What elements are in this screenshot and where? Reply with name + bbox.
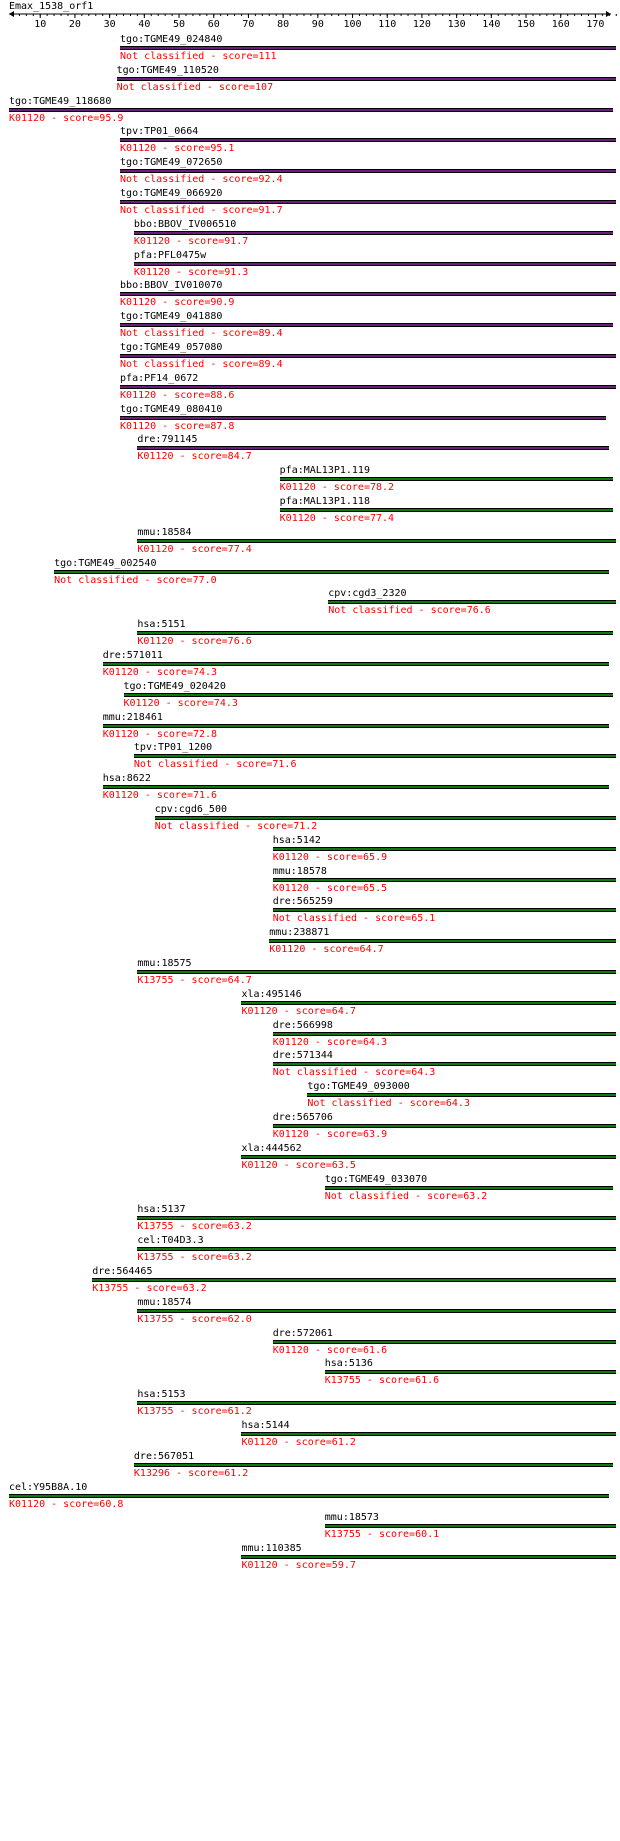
hit-name-link[interactable]: cel:T04D3.3 — [137, 1235, 204, 1247]
hit-row[interactable] — [0, 1512, 620, 1543]
hit-row[interactable] — [0, 588, 620, 619]
hit-score-label: K13755 - score=62.0 — [137, 1313, 252, 1325]
hit-name-link[interactable]: mmu:18575 — [137, 958, 192, 969]
hit-score-label: K01120 - score=60.8 — [9, 1498, 124, 1510]
hit-score-label: K01120 - score=63.5 — [241, 1159, 356, 1171]
hit-name-link[interactable]: hsa:5153 — [137, 1389, 186, 1401]
hit-row[interactable] — [0, 404, 620, 435]
hit-alignment-bar[interactable] — [120, 169, 616, 173]
hit-name-link[interactable]: dre:567051 — [133, 1450, 195, 1462]
hit-score-label: K13755 - score=63.2 — [92, 1283, 207, 1294]
hit-score-label: K13755 - score=63.2 — [137, 1221, 252, 1233]
hit-row[interactable] — [0, 1328, 620, 1359]
hit-name-link[interactable]: dre:565706 — [272, 1112, 333, 1123]
hit-name-link[interactable]: dre:791145 — [137, 434, 198, 446]
hit-alignment-bar[interactable] — [134, 754, 616, 758]
hit-score-label: K01120 - score=91.7 — [133, 235, 249, 247]
hit-row[interactable] — [0, 1482, 620, 1513]
hit-alignment-bar[interactable] — [325, 1186, 613, 1190]
hit-score-label: K01120 - score=65.5 — [272, 882, 388, 894]
hit-alignment-bar[interactable] — [328, 600, 616, 604]
ruler-tick-label: 20 — [68, 19, 81, 30]
hit-row[interactable] — [0, 126, 620, 157]
ruler-tick-label: 60 — [207, 19, 220, 30]
hit-name-link[interactable]: tgo:TGME49_041880 — [120, 311, 223, 323]
hit-name-link[interactable]: tgo:TGME49_033070 — [324, 1173, 428, 1185]
hit-alignment-bar[interactable] — [137, 1216, 616, 1220]
hit-row[interactable] — [0, 250, 620, 281]
ruler-tick-label: 110 — [378, 19, 397, 30]
hit-alignment-bar[interactable] — [9, 108, 613, 112]
ruler-tick-label: 70 — [242, 19, 255, 30]
hit-row[interactable] — [0, 804, 620, 835]
hit-row[interactable] — [0, 1235, 620, 1266]
hit-alignment-bar[interactable] — [155, 816, 616, 820]
hit-name-link[interactable]: xla:444562 — [241, 1142, 302, 1154]
hit-alignment-bar[interactable] — [120, 292, 616, 296]
hit-name-link[interactable]: tgo:TGME49_072650 — [120, 157, 223, 169]
hit-score-label: K01120 - score=95.9 — [9, 112, 124, 124]
hit-score-label: Not classified - score=77.0 — [54, 574, 217, 586]
hit-row[interactable] — [0, 958, 620, 989]
hit-alignment-bar[interactable] — [273, 1062, 616, 1066]
hit-name-link[interactable]: mmu:18574 — [137, 1296, 192, 1308]
hit-alignment-bar[interactable] — [137, 1309, 616, 1313]
hit-row[interactable] — [0, 558, 620, 589]
hit-score-label: K13296 - score=61.2 — [133, 1467, 249, 1479]
hit-name-link[interactable]: hsa:5142 — [272, 834, 321, 846]
hit-score-label: K13755 - score=61.6 — [324, 1375, 440, 1387]
hit-score-label: K13755 - score=64.7 — [137, 975, 252, 986]
hit-name-link[interactable]: dre:572061 — [272, 1327, 333, 1339]
hit-score-label: K01120 - score=91.3 — [133, 266, 249, 278]
hit-row[interactable] — [0, 619, 620, 650]
hit-name-link[interactable]: tgo:TGME49_080410 — [120, 403, 223, 415]
hit-row[interactable] — [0, 496, 620, 527]
ruler-tick-label: 120 — [412, 19, 431, 30]
hit-score-label: Not classified - score=71.6 — [133, 759, 297, 771]
hit-score-label: Not classified - score=64.3 — [272, 1067, 436, 1079]
hit-row[interactable] — [0, 1020, 620, 1051]
hit-alignment-bar[interactable] — [120, 385, 616, 389]
hit-score-label: K13755 - score=60.1 — [324, 1529, 440, 1541]
ruler-tick-label: 30 — [103, 19, 116, 30]
ruler-tick-label: 140 — [482, 19, 501, 30]
hit-name-link[interactable]: tgo:TGME49_118680 — [9, 95, 112, 107]
hit-row[interactable] — [0, 1204, 620, 1235]
hit-row[interactable] — [0, 65, 620, 96]
hit-alignment-bar[interactable] — [241, 1155, 616, 1159]
hit-name-link[interactable]: hsa:5144 — [241, 1420, 290, 1431]
hit-name-link[interactable]: hsa:5137 — [137, 1204, 186, 1216]
hit-name-link[interactable]: pfa:MAL13P1.119 — [279, 465, 370, 477]
hit-row[interactable] — [0, 96, 620, 127]
hit-alignment-bar[interactable] — [325, 1524, 616, 1528]
hit-alignment-bar[interactable] — [325, 1370, 616, 1374]
hit-name-link[interactable]: pfa:PF14_0672 — [120, 372, 199, 384]
hit-row[interactable] — [0, 927, 620, 958]
ruler-tick-label: 100 — [343, 19, 362, 30]
hit-alignment-bar[interactable] — [120, 323, 613, 327]
hit-row[interactable] — [0, 280, 620, 311]
hit-score-label: K13755 - score=61.2 — [137, 1406, 252, 1418]
hit-score-label: K01120 - score=78.2 — [279, 482, 395, 494]
hit-alignment-bar[interactable] — [273, 847, 616, 851]
hit-name-link[interactable]: dre:566998 — [272, 1019, 333, 1031]
hit-name-link[interactable]: dre:565259 — [272, 896, 333, 908]
hit-row[interactable] — [0, 650, 620, 681]
hit-row[interactable] — [0, 989, 620, 1020]
hit-alignment-bar[interactable] — [241, 1001, 616, 1005]
hit-name-link[interactable]: xla:495146 — [241, 988, 302, 1000]
hit-row[interactable] — [0, 1050, 620, 1081]
hit-alignment-bar[interactable] — [120, 138, 616, 142]
hit-alignment-bar[interactable] — [117, 77, 616, 81]
hit-alignment-bar[interactable] — [137, 1401, 616, 1405]
hit-alignment-bar[interactable] — [137, 631, 612, 635]
hit-name-link[interactable]: mmu:110385 — [241, 1543, 302, 1555]
hit-alignment-bar[interactable] — [103, 724, 610, 728]
hit-name-link[interactable]: dre:571344 — [272, 1050, 333, 1062]
hit-row[interactable] — [0, 1420, 620, 1451]
hit-name-link[interactable]: pfa:MAL13P1.118 — [279, 496, 370, 507]
hit-score-label: Not classified - score=107 — [116, 81, 274, 93]
hit-score-label: K13755 - score=63.2 — [137, 1252, 252, 1264]
hit-score-label: K01120 - score=76.6 — [137, 636, 252, 648]
hit-alignment-bar[interactable] — [307, 1093, 616, 1097]
hit-row[interactable] — [0, 1543, 620, 1574]
hit-score-label: Not classified - score=89.4 — [120, 359, 283, 370]
hit-score-label: Not classified - score=111 — [120, 51, 277, 62]
hit-alignment-bar[interactable] — [273, 1124, 616, 1128]
hit-score-label: Not classified - score=64.3 — [307, 1098, 470, 1110]
hit-alignment-bar[interactable] — [273, 1032, 616, 1036]
hit-alignment-bar[interactable] — [280, 508, 613, 512]
hit-score-label: K01120 - score=64.3 — [272, 1036, 388, 1048]
hit-row[interactable] — [0, 188, 620, 219]
hit-alignment-bar[interactable] — [241, 1555, 616, 1559]
ruler-left-arrow — [9, 11, 14, 17]
ruler-tick-label: 130 — [447, 19, 466, 30]
hit-name-link[interactable]: tgo:TGME49_110520 — [116, 64, 219, 76]
hit-name-link[interactable]: tgo:TGME49_020420 — [123, 680, 226, 692]
hit-score-label: Not classified - score=89.4 — [120, 328, 283, 340]
hit-name-link[interactable]: tgo:TGME49_002540 — [54, 557, 157, 569]
hit-name-link[interactable]: tgo:TGME49_066920 — [120, 188, 223, 199]
hit-name-link[interactable]: cpv:cgd6_500 — [154, 804, 227, 815]
hit-row[interactable] — [0, 157, 620, 188]
hit-score-label: K01120 - score=72.8 — [102, 728, 218, 740]
hit-alignment-bar[interactable] — [273, 908, 616, 912]
hit-score-label: Not classified - score=92.4 — [120, 174, 283, 186]
hit-row[interactable] — [0, 1143, 620, 1174]
hit-row[interactable] — [0, 681, 620, 712]
hit-alignment-bar[interactable] — [120, 46, 616, 50]
hit-name-link[interactable]: mmu:218461 — [102, 711, 163, 723]
hit-row[interactable] — [0, 527, 620, 558]
hit-row[interactable] — [0, 434, 620, 465]
hit-alignment-bar[interactable] — [120, 416, 606, 420]
query-title: Emax_1538_orf1 — [9, 1, 94, 12]
hit-name-link[interactable]: bbo:BBOV_IV006510 — [133, 218, 237, 230]
hit-name-link[interactable]: tpv:TP01_0664 — [120, 126, 199, 138]
hit-name-link[interactable]: pfa:PFL0475w — [133, 249, 207, 261]
hit-row[interactable] — [0, 1112, 620, 1143]
hit-score-label: K01120 - score=65.9 — [272, 851, 388, 863]
hit-score-label: K01120 - score=77.4 — [279, 513, 395, 524]
ruler-tick-label: 170 — [586, 19, 605, 30]
hit-alignment-bar[interactable] — [280, 477, 613, 481]
hit-score-label: K01120 - score=61.2 — [241, 1437, 356, 1448]
hit-alignment-bar[interactable] — [134, 1463, 613, 1467]
hit-alignment-bar[interactable] — [124, 693, 613, 697]
hit-score-label: K01120 - score=61.6 — [272, 1344, 388, 1356]
hit-name-link[interactable]: cpv:cgd3_2320 — [328, 588, 407, 600]
hit-name-link[interactable]: cel:Y95B8A.10 — [9, 1481, 88, 1493]
hit-score-label: Not classified - score=65.1 — [272, 913, 436, 925]
hit-alignment-bar[interactable] — [54, 570, 609, 574]
hit-name-link[interactable]: bbo:BBOV_IV010070 — [120, 280, 223, 292]
hit-row[interactable] — [0, 835, 620, 866]
hit-row[interactable] — [0, 773, 620, 804]
hit-alignment-bar[interactable] — [241, 1432, 616, 1436]
hit-score-label: K01120 - score=87.8 — [120, 420, 235, 432]
hit-score-label: K01120 - score=63.9 — [272, 1129, 388, 1140]
hit-name-link[interactable]: mmu:238871 — [269, 927, 330, 939]
hit-score-label: K01120 - score=95.1 — [120, 143, 235, 155]
hit-score-label: K01120 - score=59.7 — [241, 1560, 356, 1572]
hit-score-label: Not classified - score=63.2 — [324, 1190, 488, 1202]
hit-alignment-bar[interactable] — [120, 200, 616, 204]
hit-alignment-bar[interactable] — [103, 785, 610, 789]
hit-name-link[interactable]: tgo:TGME49_093000 — [307, 1081, 410, 1093]
hit-name-link[interactable]: hsa:5136 — [324, 1358, 373, 1370]
hit-row[interactable] — [0, 373, 620, 404]
hit-row[interactable] — [0, 712, 620, 743]
hit-alignment-bar[interactable] — [134, 262, 616, 266]
hit-row[interactable] — [0, 342, 620, 373]
hit-alignment-bar[interactable] — [269, 939, 616, 943]
hit-row[interactable] — [0, 866, 620, 897]
hit-alignment-bar[interactable] — [120, 354, 616, 358]
hit-name-link[interactable]: tgo:TGME49_024840 — [120, 34, 223, 45]
ruler-tick-label: 80 — [277, 19, 290, 30]
hit-score-label: K01120 - score=71.6 — [102, 790, 218, 802]
hit-score-label: K01120 - score=64.7 — [269, 944, 384, 956]
hit-alignment-bar[interactable] — [137, 1247, 616, 1251]
hit-row[interactable] — [0, 34, 620, 65]
hit-alignment-bar[interactable] — [92, 1278, 616, 1282]
ruler-right-arrow — [606, 11, 611, 17]
hit-name-link[interactable]: hsa:5151 — [137, 619, 186, 631]
hit-name-link[interactable]: dre:564465 — [92, 1266, 153, 1277]
hit-name-link[interactable]: mmu:18578 — [272, 865, 327, 877]
hit-score-label: Not classified - score=91.7 — [120, 205, 283, 216]
hit-row[interactable] — [0, 1081, 620, 1112]
hit-alignment-bar[interactable] — [137, 446, 609, 450]
ruler-tick-label: 90 — [311, 19, 324, 30]
ruler-tick-label: 40 — [138, 19, 151, 30]
hit-alignment-bar[interactable] — [9, 1494, 609, 1498]
hit-name-link[interactable]: tpv:TP01_1200 — [133, 742, 213, 754]
hit-row[interactable] — [0, 1389, 620, 1420]
hit-row[interactable] — [0, 1266, 620, 1297]
hit-row[interactable] — [0, 1358, 620, 1389]
hit-row[interactable] — [0, 311, 620, 342]
hit-name-link[interactable]: mmu:18573 — [324, 1512, 379, 1524]
ruler-tick-label: 10 — [34, 19, 47, 30]
hit-name-link[interactable]: mmu:18584 — [137, 526, 192, 538]
ruler-tick-label: 160 — [551, 19, 570, 30]
hit-row[interactable] — [0, 219, 620, 250]
hit-row[interactable] — [0, 896, 620, 927]
position-ruler — [0, 0, 620, 34]
hit-score-label: K01120 - score=74.3 — [123, 697, 238, 709]
hit-name-link[interactable]: hsa:8622 — [102, 773, 151, 785]
ruler-tick-label: 50 — [173, 19, 186, 30]
hit-name-link[interactable]: tgo:TGME49_057080 — [120, 342, 223, 353]
hit-score-label: Not classified - score=76.6 — [328, 605, 491, 617]
hit-score-label: K01120 - score=64.7 — [241, 1005, 356, 1017]
hit-row[interactable] — [0, 1297, 620, 1328]
hit-alignment-bar[interactable] — [134, 231, 613, 235]
hit-score-label: K01120 - score=90.9 — [120, 297, 235, 309]
hit-score-label: K01120 - score=74.3 — [102, 667, 218, 678]
ruler-tick-label: 150 — [516, 19, 536, 30]
hit-alignment-bar[interactable] — [273, 1340, 616, 1344]
hit-alignment-bar[interactable] — [103, 662, 610, 666]
hit-score-label: Not classified - score=71.2 — [154, 821, 318, 832]
hit-score-label: K01120 - score=88.6 — [120, 389, 235, 401]
hit-name-link[interactable]: dre:571011 — [102, 650, 163, 661]
hit-alignment-bar[interactable] — [137, 539, 616, 543]
hit-row[interactable] — [0, 1451, 620, 1482]
hit-row[interactable] — [0, 465, 620, 496]
hit-alignment-bar[interactable] — [137, 970, 616, 974]
hit-score-label: K01120 - score=84.7 — [137, 451, 252, 463]
hit-alignment-bar[interactable] — [273, 878, 616, 882]
hit-score-label: K01120 - score=77.4 — [137, 543, 252, 555]
hit-row[interactable] — [0, 742, 620, 773]
hit-row[interactable] — [0, 1174, 620, 1205]
